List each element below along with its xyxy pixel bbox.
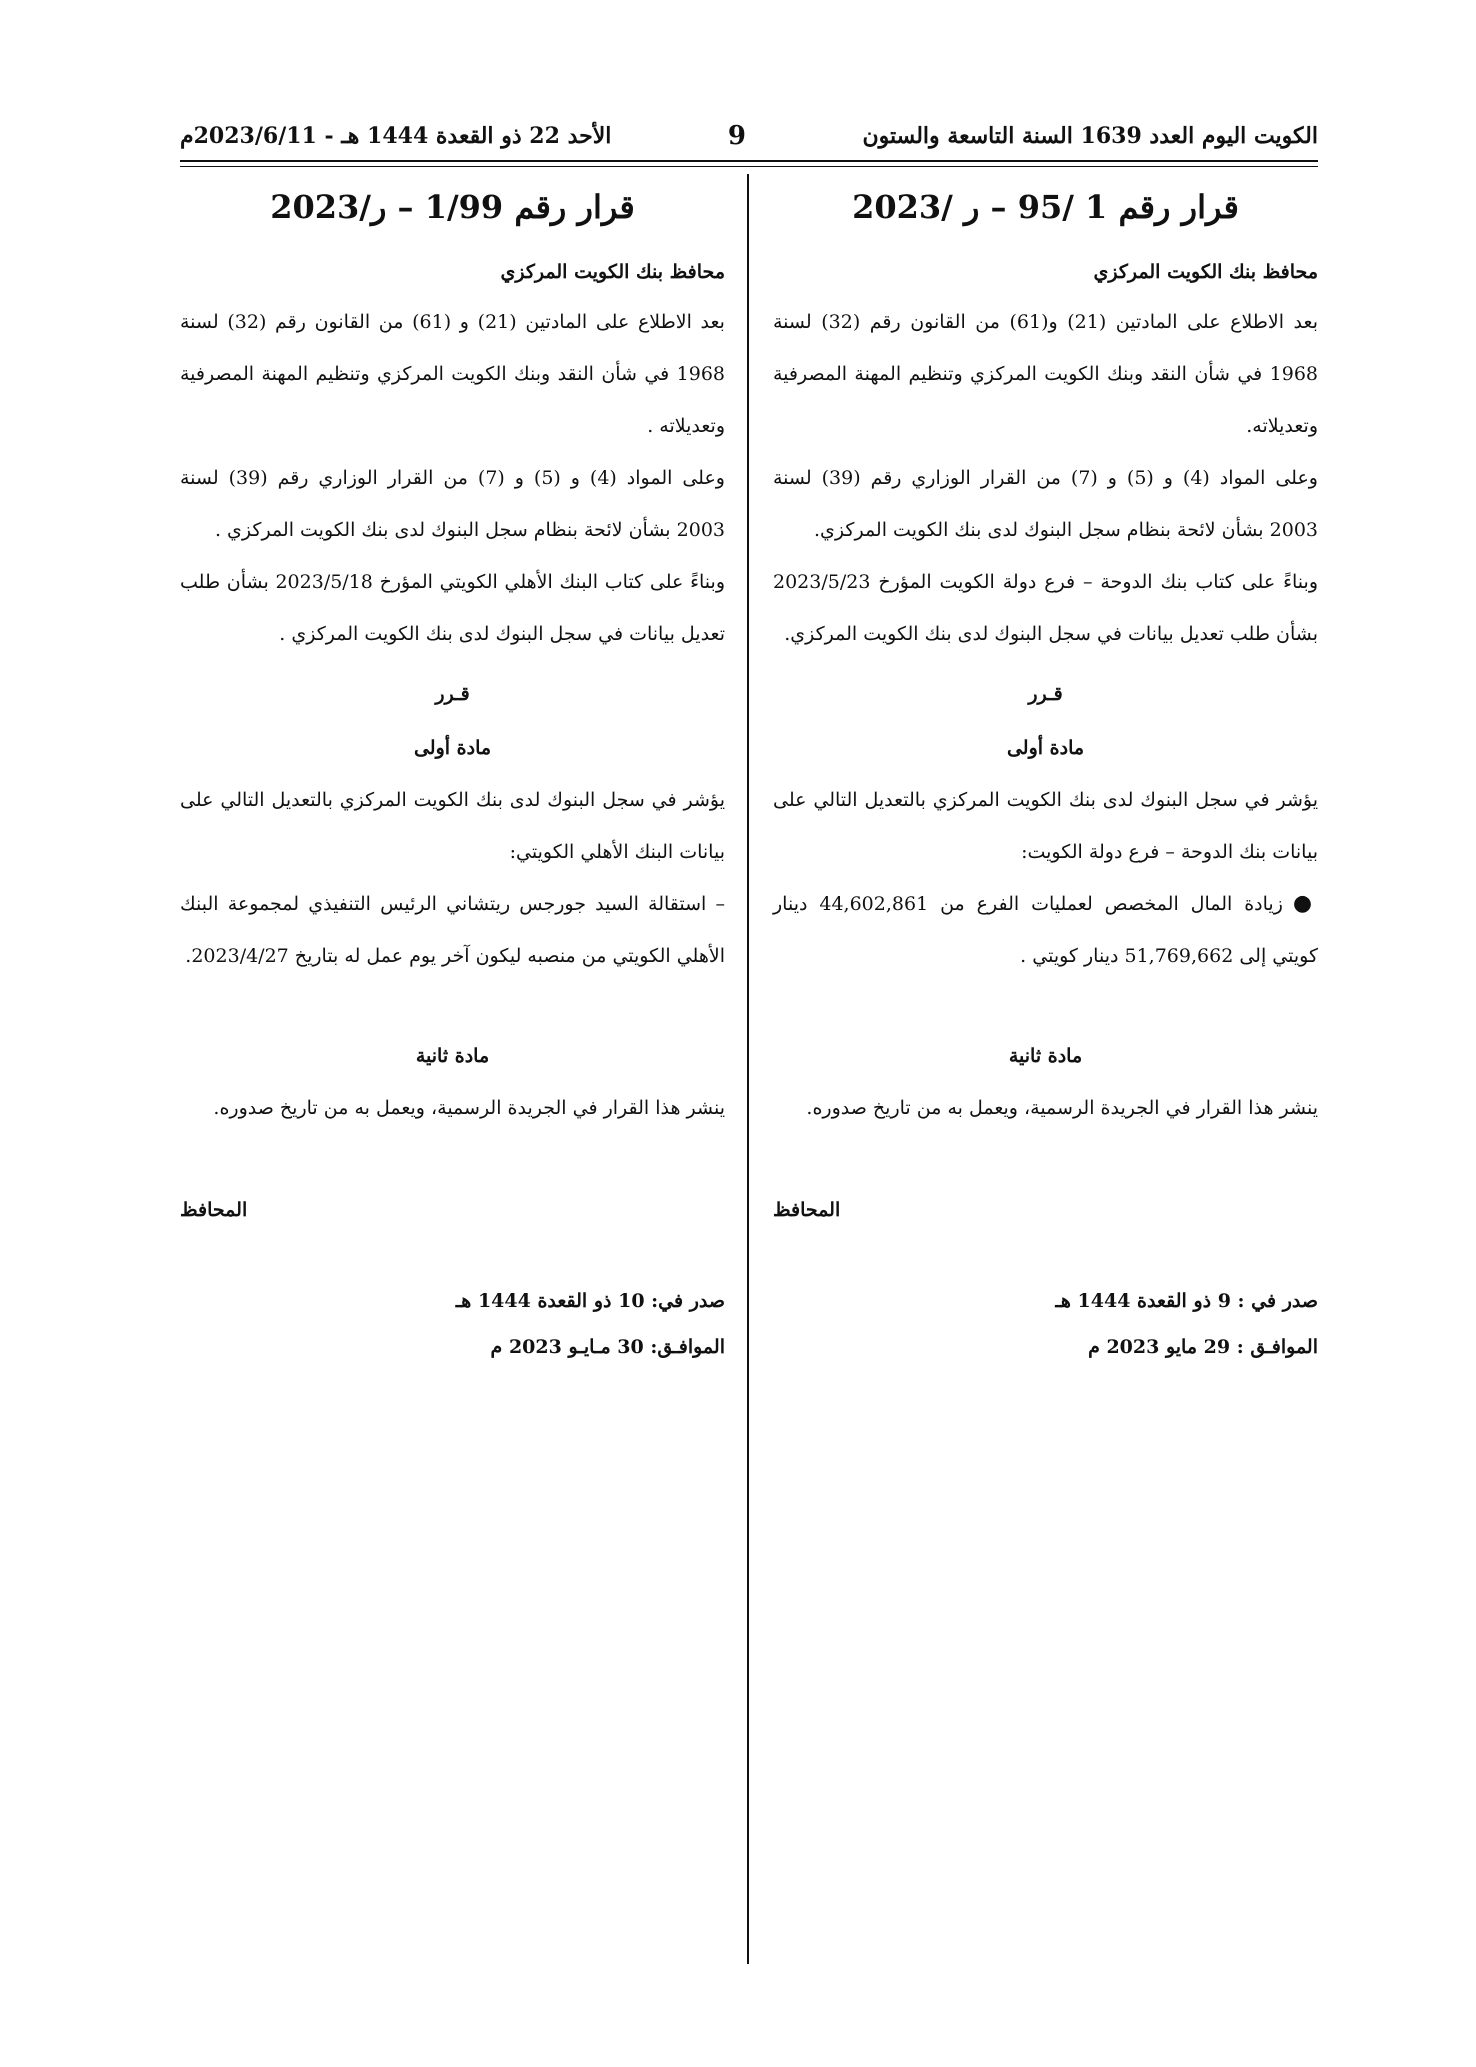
preamble-paragraph: بعد الاطلاع على المادتين (21) و (61) من القانون رقم (32) لسنة 1968 في شأن النقد وبنك الكويت المركزي وتنظيم المهنة المصرفية وتعديلاته . [180,311,725,437]
corresponding-date: الموافـق : 29 مايو 2023 م [1088,1336,1318,1358]
decided-heading: قـرر [435,683,470,705]
header-issue-info: الكويت اليوم العدد 1639 السنة التاسعة والستون [862,123,1318,149]
decision-issuer: محافظ بنك الكويت المركزي [1093,261,1318,283]
bullet-text: زيادة المال المخصص لعمليات الفرع من 44,602,861 دينار كويتي إلى 51,769,662 دينار كويتي . [773,893,1318,967]
preamble-paragraph: وبناءً على كتاب بنك الدوحة – فرع دولة الكويت المؤرخ 2023/5/23 بشأن طلب تعديل بيانات في سجل البنوك لدى بنك الكويت المركزي. [773,571,1318,645]
header-rule-thick [180,160,1318,162]
issue-dates [180,1278,725,1370]
decision-title: قرار رقم 1/99 – ر/2023 [270,188,635,226]
article-1-heading: مادة أولى [1006,737,1085,759]
decided-heading: قـرر [1028,683,1063,705]
preamble-paragraph: وعلى المواد (4) و (5) و (7) من القرار الوزاري رقم (39) لسنة 2003 بشأن لائحة بنظام سجل البنوك لدى بنك الكويت المركزي . [180,467,725,541]
decision-issuer: محافظ بنك الكويت المركزي [500,261,725,283]
page-header [180,118,1318,154]
preamble-paragraph: وبناءً على كتاب البنك الأهلي الكويتي المؤرخ 2023/5/18 بشأن طلب تعديل بيانات في سجل البنوك لدى بنك الكويت المركزي . [180,571,725,645]
issue-dates [773,1278,1318,1370]
preamble-paragraph: وعلى المواد (4) و (5) و (7) من القرار الوزاري رقم (39) لسنة 2003 بشأن لائحة بنظام سجل البنوك لدى بنك الكويت المركزي. [773,467,1318,541]
article-2-heading: مادة ثانية [415,1045,490,1067]
article-2-heading: مادة ثانية [1008,1045,1083,1067]
article-2-text: ينشر هذا القرار في الجريدة الرسمية، ويعمل به من تاريخ صدوره. [806,1097,1318,1119]
bullet-item [773,878,1318,982]
page-number: 9 [727,121,746,151]
decision-95 [773,182,1318,1370]
signature: المحافظ [180,1199,248,1221]
signature: المحافظ [773,1199,841,1221]
decision-title: قرار رقم 1 /95 – ر /2023 [852,188,1239,226]
corresponding-date: الموافـق: 30 مـايـو 2023 م [490,1336,725,1358]
preamble-paragraph: بعد الاطلاع على المادتين (21) و(61) من القانون رقم (32) لسنة 1968 في شأن النقد وبنك الكويت المركزي وتنظيم المهنة المصرفية وتعديلاته. [773,311,1318,437]
article-1-text: يؤشر في سجل البنوك لدى بنك الكويت المركزي بالتعديل التالي على بيانات بنك الدوحة – فرع دولة الكويت: [773,789,1318,863]
column-divider [747,174,749,1964]
article-1-text: يؤشر في سجل البنوك لدى بنك الكويت المركزي بالتعديل التالي على بيانات البنك الأهلي الكويتي: [180,789,725,863]
header-date: الأحد 22 ذو القعدة 1444 هـ - 2023/6/11م [180,123,612,149]
header-rule-thin [180,166,1318,167]
article-2-text: ينشر هذا القرار في الجريدة الرسمية، ويعمل به من تاريخ صدوره. [213,1097,725,1119]
issued-date: صدر في : 9 ذو القعدة 1444 هـ [1055,1290,1318,1312]
bullet-icon: ● [1292,891,1318,916]
article-1-item: – استقالة السيد جورجس ريتشاني الرئيس التنفيذي لمجموعة البنك الأهلي الكويتي من منصبه ليكون آخر يوم عمل له بتاريخ 2023/4/27. [180,893,725,967]
article-1-heading: مادة أولى [413,737,492,759]
issued-date: صدر في: 10 ذو القعدة 1444 هـ [455,1290,725,1312]
decision-99 [180,182,725,1370]
